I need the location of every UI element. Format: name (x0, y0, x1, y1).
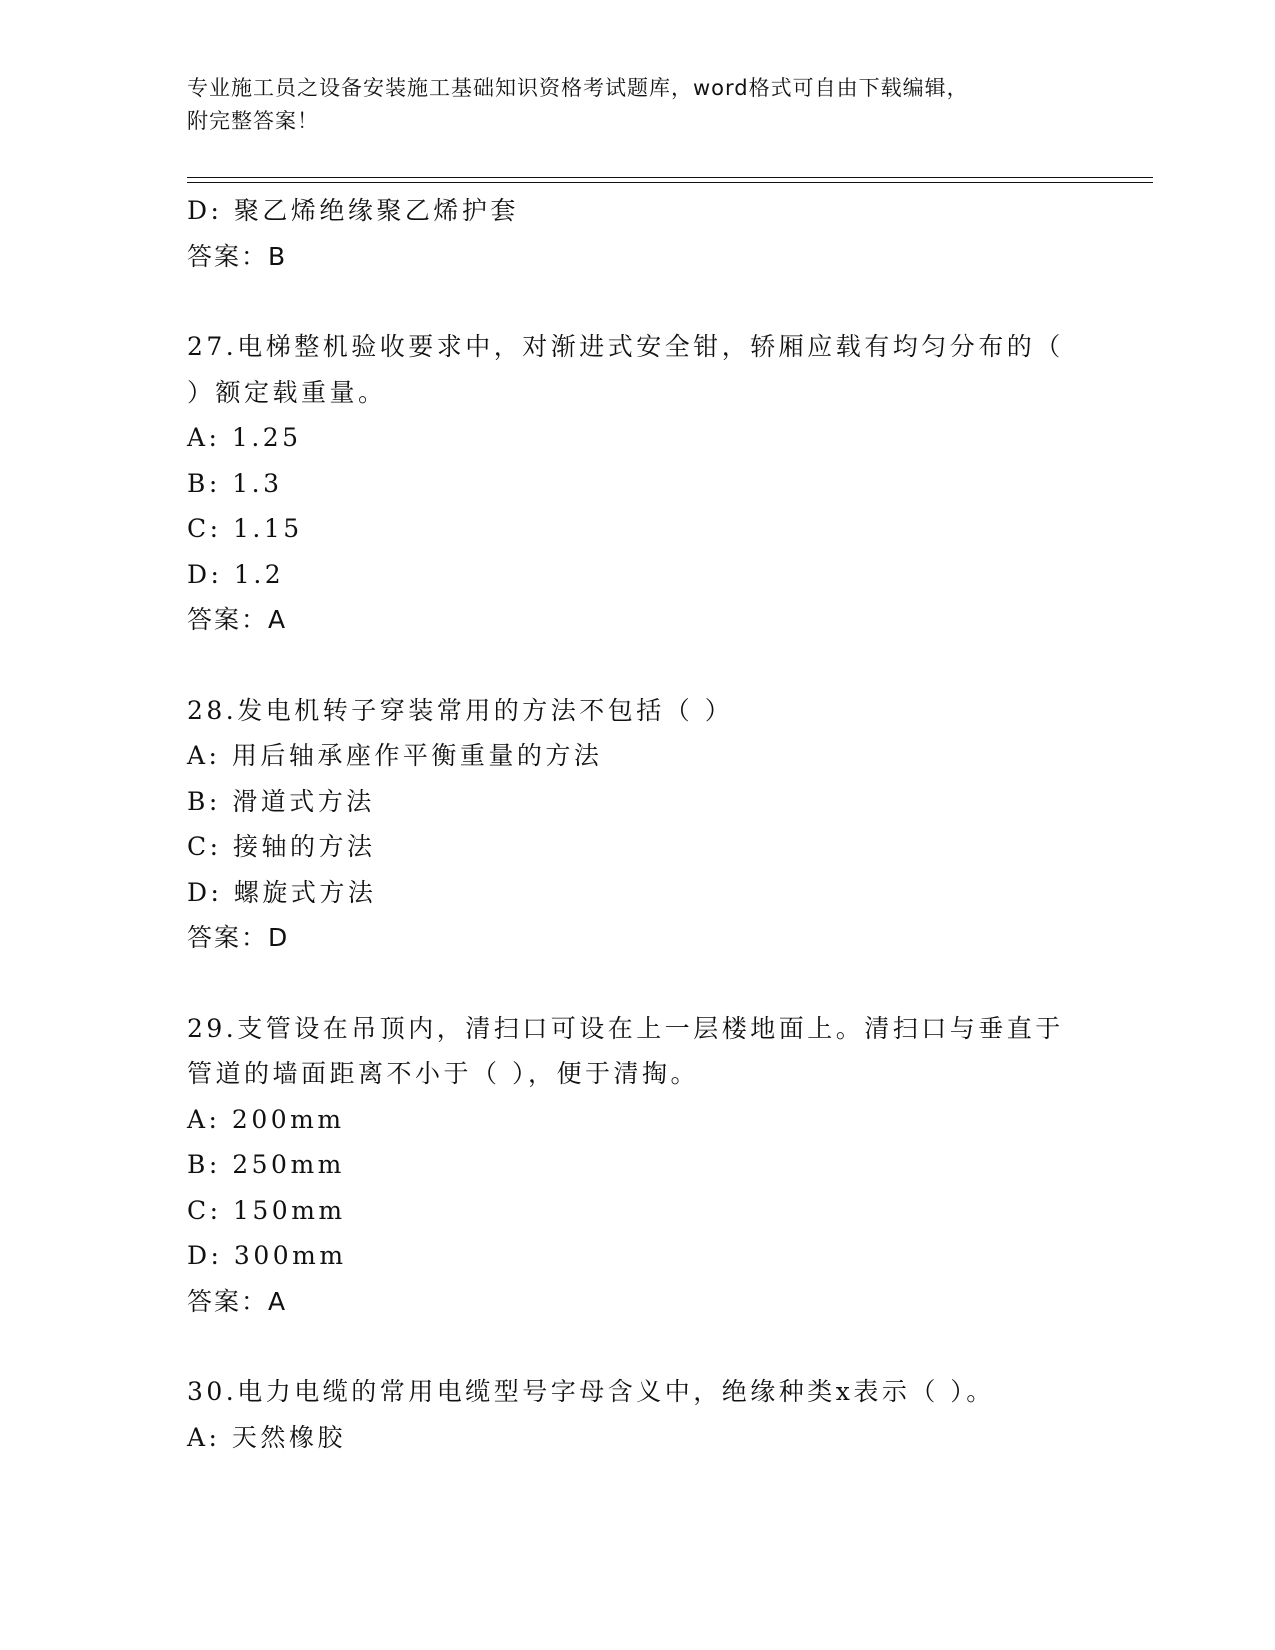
question-stem: 30.电力电缆的常用电缆型号字母含义中，绝缘种类x表示（ ）。 (187, 1377, 995, 1406)
option-c: C: 150mm (187, 1195, 346, 1225)
option-c: C: 1.15 (187, 514, 303, 543)
answer: 答案：B (187, 241, 288, 271)
option-b: B: 250mm (187, 1150, 345, 1179)
question-27 (187, 324, 1087, 643)
option-d: D: 1.2 (187, 559, 285, 589)
spacer (187, 961, 1087, 1006)
spacer (187, 643, 1087, 688)
spacer (187, 279, 1087, 324)
answer: 答案：A (187, 1286, 288, 1316)
question-stem: 29.支管设在吊顶内，清扫口可设在上一层楼地面上。清扫口与垂直于 (187, 1013, 1064, 1043)
header-rule-bottom (187, 182, 1153, 183)
option-a: A: 200mm (187, 1104, 345, 1134)
option-a: A: 1.25 (187, 423, 302, 452)
question-stem-continued: ）额定载重量。 (187, 377, 387, 407)
header-rule-top (187, 177, 1153, 178)
question-fragment (187, 188, 1087, 279)
question-stem: 27.电梯整机验收要求中，对渐进式安全钳，轿厢应载有均匀分布的（ (187, 332, 1064, 361)
question-stem-continued: 管道的墙面距离不小于（ ），便于清掏。 (187, 1059, 699, 1088)
option-b: B: 1.3 (187, 468, 283, 498)
header-line-2: 附完整答案！ (187, 109, 319, 133)
option-d: D: 聚乙烯绝缘聚乙烯护套 (187, 196, 519, 225)
spacer (187, 1324, 1087, 1369)
page-header (187, 72, 1087, 138)
header-line-1: 专业施工员之设备安装施工基础知识资格考试题库，word格式可自由下载编辑， (187, 76, 969, 100)
option-c: C: 接轴的方法 (187, 832, 376, 861)
answer: 答案：D (187, 923, 290, 952)
question-30 (187, 1369, 1087, 1460)
option-a: A: 天然橡胶 (187, 1422, 346, 1452)
option-a: A: 用后轴承座作平衡重量的方法 (187, 741, 603, 770)
question-29 (187, 1006, 1087, 1325)
option-b: B: 滑道式方法 (187, 786, 375, 816)
option-d: D: 300mm (187, 1241, 347, 1270)
question-list (187, 188, 1087, 1460)
question-stem: 28.发电机转子穿装常用的方法不包括（ ） (187, 695, 734, 725)
question-28 (187, 688, 1087, 961)
answer: 答案：A (187, 605, 288, 634)
option-d: D: 螺旋式方法 (187, 877, 377, 907)
